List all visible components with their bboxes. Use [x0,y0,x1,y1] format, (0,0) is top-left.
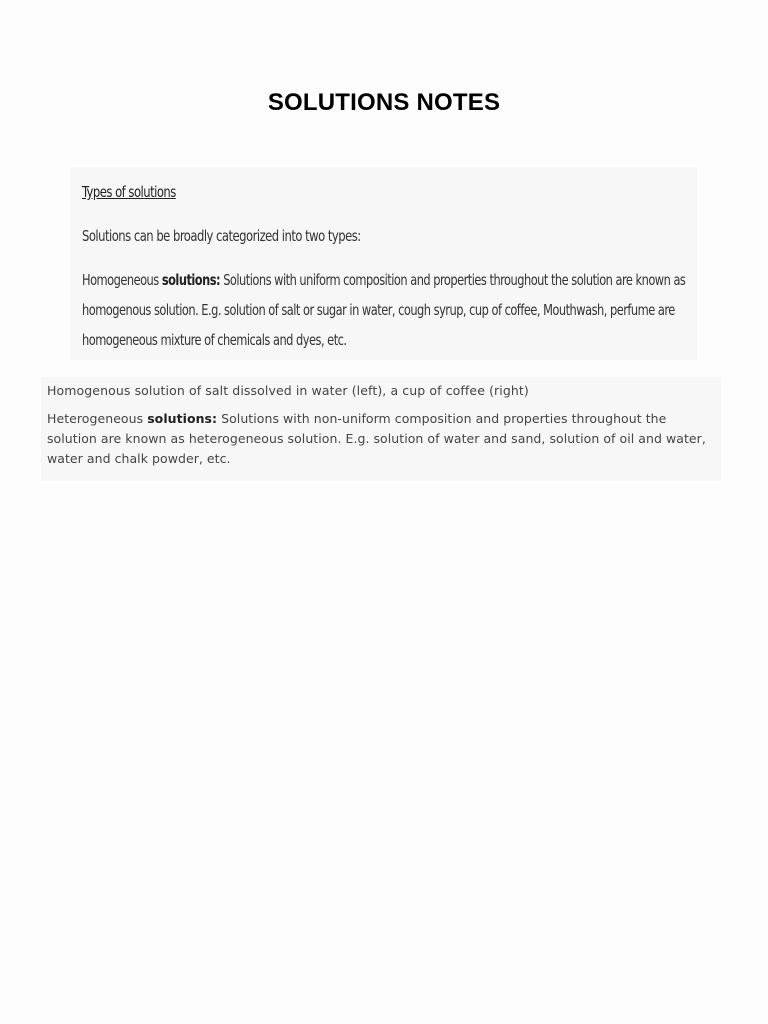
intro-paragraph: Solutions can be broadly categorized into two types: [82,227,361,245]
homogeneous-definition: Solutions with uniform composition and properties throughout the solution are known as homogenous solution. E.g. solution of salt or sugar in water, cough syrup, cup of coffee, Mouthwash, perfume are homogeneous mixture of chemicals and dyes, etc. [82,271,686,349]
homogeneous-bold-term: solutions: [161,271,221,289]
page-title: SOLUTIONS NOTES [267,89,501,116]
homogeneous-paragraph [82,265,690,355]
image-caption: Homogenous solution of salt dissolved in water (left), a cup of coffee (right) [47,383,529,398]
heterogeneous-bold-term: solutions: [147,411,218,426]
heterogeneous-excerpt [41,377,721,481]
heterogeneous-term: Heterogeneous [47,411,148,426]
heterogeneous-paragraph [47,409,715,469]
section-heading: Types of solutions [82,183,176,201]
homogeneous-term: Homogeneous [82,271,162,289]
types-of-solutions-excerpt [70,167,697,360]
heterogeneous-definition: Solutions with non-uniform composition and properties throughout the solution are known as heterogeneous solution. E.g. solution of water and sand, solution of oil and water, water and chalk powder, etc. [47,411,706,466]
